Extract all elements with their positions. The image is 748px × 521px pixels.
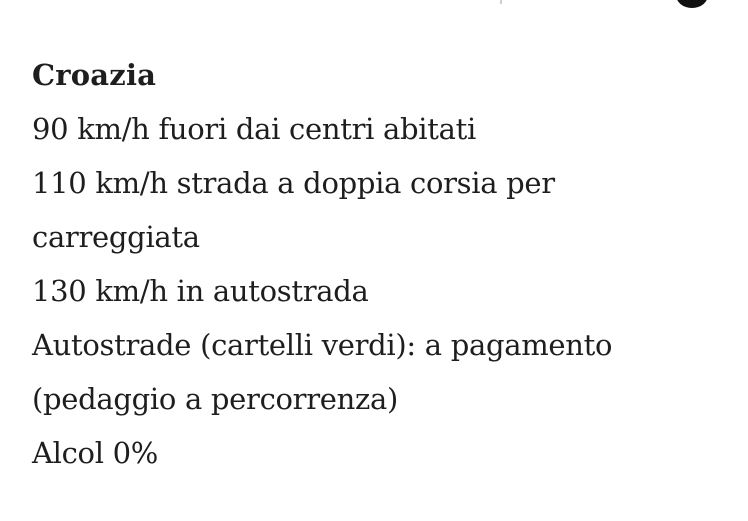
speed-limit-motorway: 130 km/h in autostrada: [32, 274, 369, 308]
speed-limit-dual-carriageway-cont: carreggiata: [32, 220, 200, 254]
country-title: Croazia: [32, 58, 157, 92]
menu-dot-icon[interactable]: [676, 0, 708, 8]
alcohol-limit: Alcol 0%: [32, 436, 159, 470]
motorway-toll-info: Autostrade (cartelli verdi): a pagamento: [32, 328, 613, 362]
country-rules-section: [32, 48, 722, 480]
speed-limit-outside-towns: 90 km/h fuori dai centri abitati: [32, 112, 476, 146]
speed-limit-dual-carriageway: 110 km/h strada a doppia corsia per: [32, 166, 555, 200]
top-divider: [500, 0, 502, 4]
motorway-toll-info-cont: (pedaggio a percorrenza): [32, 382, 399, 416]
